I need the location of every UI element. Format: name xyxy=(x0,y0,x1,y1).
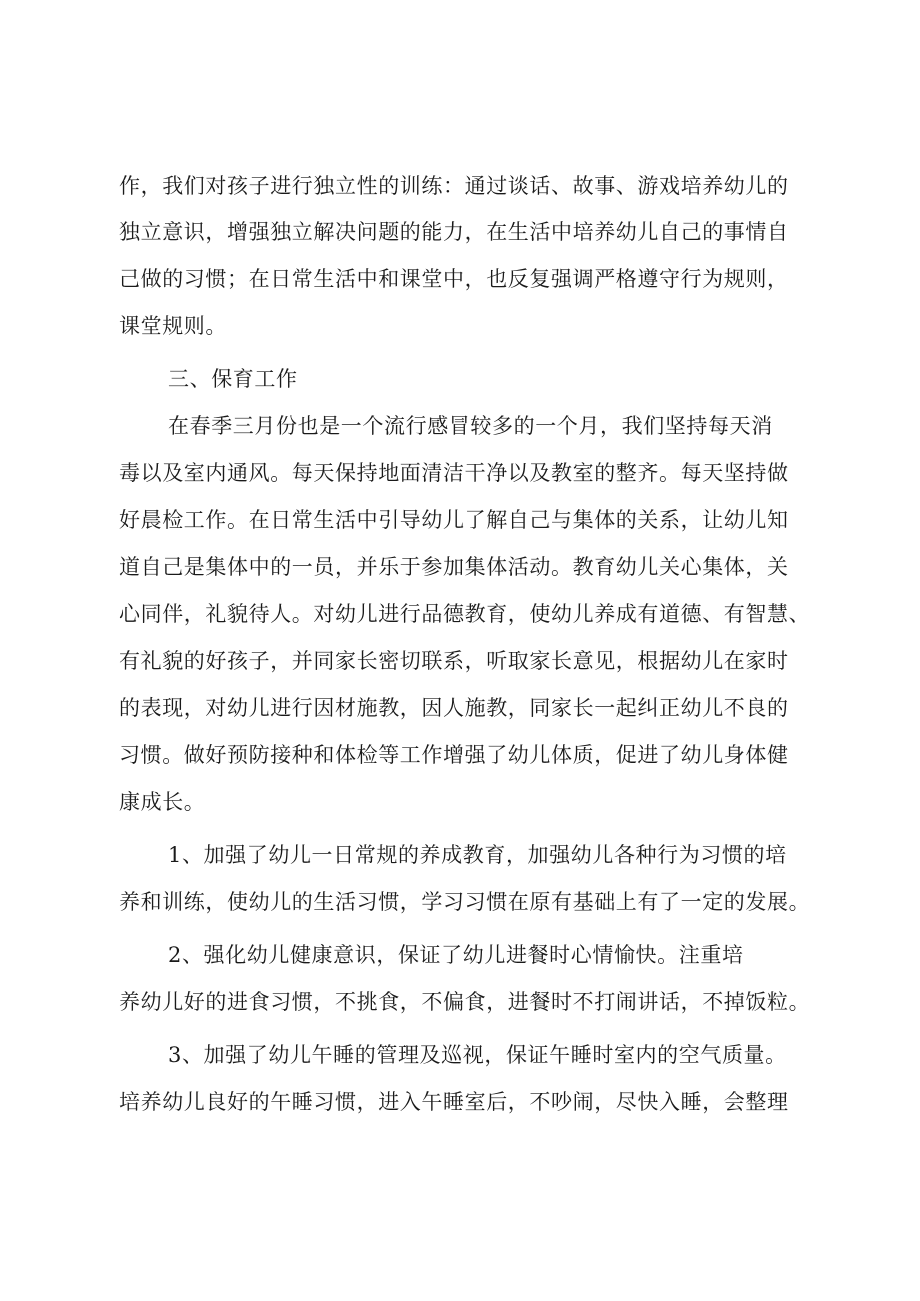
text-line: 课堂规则。 xyxy=(119,314,227,338)
text-line: 的表现，对幼儿进行因材施教，因人施教，同家长一起纠正幼儿不良的 xyxy=(119,696,789,720)
text-line: 道自己是集体中的一员，并乐于参加集体活动。教育幼儿关心集体，关 xyxy=(119,555,789,579)
list-item-3-line: 3、加强了幼儿午睡的管理及巡视，保证午睡时室内的空气质量。 xyxy=(168,1043,787,1067)
text-line: 养幼儿好的进食习惯，不挑食，不偏食，进餐时不打闹讲话，不掉饭粒。 xyxy=(119,990,811,1014)
text-line: 心同伴，礼貌待人。对幼儿进行品德教育，使幼儿养成有道德、有智慧、 xyxy=(119,602,811,626)
text-line: 毒以及室内通风。每天保持地面清洁干净以及教室的整齐。每天坚持做 xyxy=(119,461,789,485)
paragraph-start-line: 在春季三月份也是一个流行感冒较多的一个月，我们坚持每天消 xyxy=(168,414,773,438)
text-line: 独立意识，增强独立解决问题的能力，在生活中培养幼儿自己的事情自 xyxy=(119,220,789,244)
text-line: 己做的习惯；在日常生活中和课堂中，也反复强调严格遵守行为规则， xyxy=(119,267,789,291)
section-heading: 三、保育工作 xyxy=(168,367,298,391)
text-line: 习惯。做好预防接种和体检等工作增强了幼儿体质，促进了幼儿身体健 xyxy=(119,743,789,767)
list-item-1-line: 1、加强了幼儿一日常规的养成教育，加强幼儿各种行为习惯的培 xyxy=(168,843,787,867)
text-line: 有礼貌的好孩子，并同家长密切联系，听取家长意见，根据幼儿在家时 xyxy=(119,649,789,673)
list-item-2-line: 2、强化幼儿健康意识，保证了幼儿进餐时心情愉快。注重培 xyxy=(168,943,744,967)
text-line: 养和训练，使幼儿的生活习惯，学习习惯在原有基础上有了一定的发展。 xyxy=(119,890,811,914)
text-line: 康成长。 xyxy=(119,790,206,814)
text-line: 作，我们对孩子进行独立性的训练：通过谈话、故事、游戏培养幼儿的 xyxy=(119,174,789,198)
text-line: 培养幼儿良好的午睡习惯，进入午睡室后，不吵闹，尽快入睡，会整理 xyxy=(119,1090,789,1114)
text-line: 好晨检工作。在日常生活中引导幼儿了解自己与集体的关系，让幼儿知 xyxy=(119,508,789,532)
